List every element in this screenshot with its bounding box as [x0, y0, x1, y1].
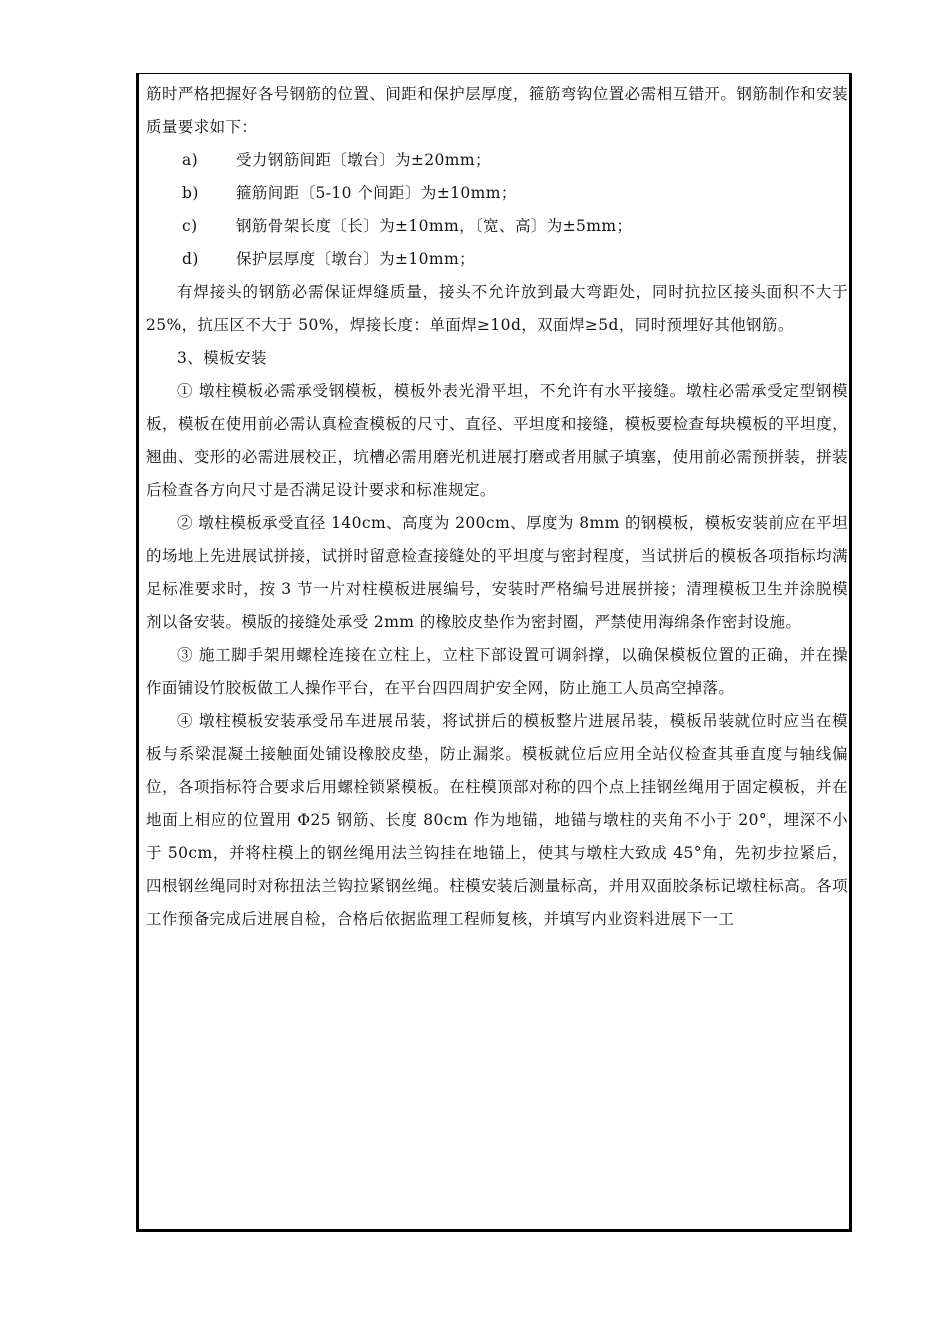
- list-item-text: 受力钢筋间距〔墩台〕为±20mm；: [236, 151, 491, 169]
- list-item-label: c): [182, 217, 198, 235]
- paragraph-rebar-intro: 筋时严格把握好各号钢筋的位置、间距和保护层厚度，箍筋弯钩位置必需相互错开。钢筋制作和安装质量要求如下：: [146, 85, 848, 136]
- list-item: [146, 177, 848, 210]
- list-item: [146, 144, 848, 177]
- list-item-text: 保护层厚度〔墩台〕为±10mm；: [236, 250, 476, 268]
- document-body: [146, 78, 848, 936]
- paragraph-formwork-3: ③ 施工脚手架用螺栓连接在立柱上，立柱下部设置可调斜撑，以确保模板位置的正确，并在操作面铺设竹胶板做工人操作平台，在平台四四周护安全网，防止施工人员高空掉落。: [146, 646, 848, 697]
- paragraph-welding: 有焊接头的钢筋必需保证焊缝质量，接头不允许放到最大弯距处，同时抗拉区接头面积不大于 25%，抗压区不大于 50%，焊接长度：单面焊≥10d，双面焊≥5d，同时预埋好其他钢筋。: [146, 283, 848, 334]
- list-item-label: a): [182, 151, 199, 169]
- section-heading: 3、模板安装: [177, 349, 267, 367]
- list-item: [146, 243, 848, 276]
- list-item: [146, 210, 848, 243]
- paragraph-formwork-4: ④ 墩柱模板安装承受吊车进展吊装，将试拼后的模板整片进展吊装，模板吊装就位时应当在模板与系梁混凝土接触面处铺设橡胶皮垫，防止漏浆。模板就位后应用全站仪检查其垂直度与轴线偏位，各项指标符合要求后用螺栓锁紧模板。在柱模顶部对称的四个点上挂钢丝绳用于固定模板，并在地面上相应的位置用 Φ25 钢筋、长度 80cm 作为地锚，地锚与墩柱的夹角不小于 20°，埋深不小于 50cm，并将柱模上的钢丝绳用法兰钩挂在地锚上，使其与墩柱大致成 45°角，先初步拉紧后，四根钢丝绳同时对称扭法兰钩拉紧钢丝绳。柱模安装后测量标高，并用双面胶条标记墩柱标高。各项工作预备完成后进展自检，合格后依据监理工程师复核，并填写内业资料进展下一工: [146, 712, 848, 928]
- paragraph-formwork-2: ② 墩柱模板承受直径 140cm、高度为 200cm、厚度为 8mm 的钢模板，模板安装前应在平坦的场地上先进展试拼接，试拼时留意检查接缝处的平坦度与密封程度，当试拼后的模板各项指标均满足标准要求时，按 3 节一片对柱模板进展编号，安装时严格编号进展拼接；清理模板卫生并涂脱模剂以备安装。模版的接缝处承受 2mm 的橡胶皮垫作为密封圈，严禁使用海绵条作密封设施。: [146, 514, 848, 631]
- paragraph-formwork-1: ① 墩柱模板必需承受钢模板，模板外表光滑平坦，不允许有水平接缝。墩柱必需承受定型钢模板，模板在使用前必需认真检查模板的尺寸、直径、平坦度和接缝，模板要检查每块模板的平坦度，翘曲、变形的必需进展校正，坑槽必需用磨光机进展打磨或者用腻子填塞，使用前必需预拼装，拼装后检查各方向尺寸是否满足设计要求和标准规定。: [146, 382, 848, 499]
- list-item-text: 钢筋骨架长度〔长〕为±10mm，〔宽、高〕为±5mm；: [236, 217, 633, 235]
- list-item-label: b): [182, 184, 199, 202]
- list-item-label: d): [182, 250, 199, 268]
- list-item-text: 箍筋间距〔5-10 个间距〕为±10mm；: [236, 184, 517, 202]
